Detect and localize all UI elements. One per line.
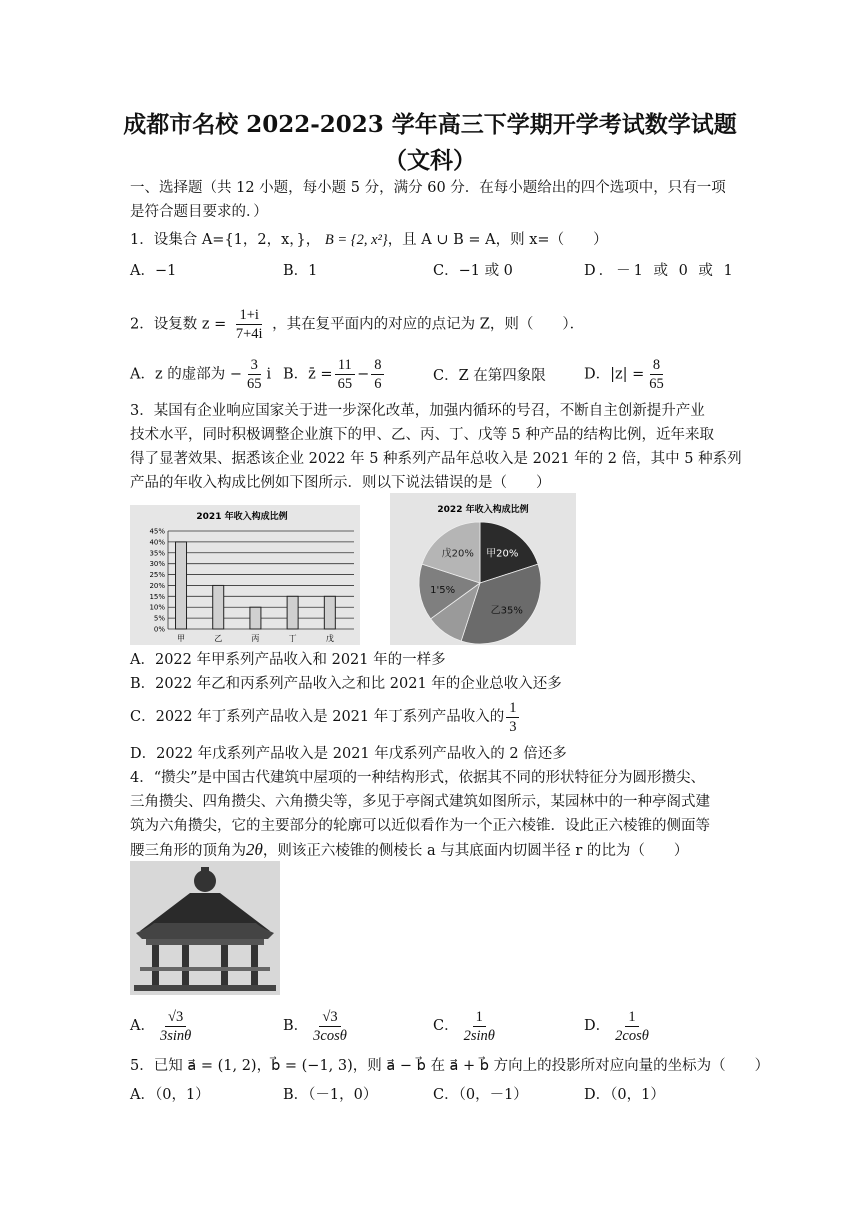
q1-option-a: A．−1 [130,263,177,279]
q1-option-d: D．－1 或 0 或 1 [584,263,736,279]
q3-option-c-frac [506,699,519,736]
q3-line-1: 3．某国有企业响应国家关于进一步深化改革，加强内循环的号召，不断自主创新提升产业 [130,403,705,419]
q3-option-c-text: C．2022 年丁系列产品收入是 2021 年丁系列产品收入的 [130,709,505,725]
q4-option-b-den: 3cosθ [313,1027,347,1044]
bar-xtick-label: 丁 [288,634,297,643]
q2-option-d-frac [646,356,667,393]
bar-戊 [324,596,335,629]
pie-label: 戊20% [441,548,474,560]
q2-num: 1+i [236,306,261,325]
q4-option-b-label: B． [283,1018,309,1034]
q4-option-d-label: D． [584,1018,611,1034]
q4-option-a [130,1000,196,1052]
q2-option-b-num1: 11 [335,356,355,375]
bar-丙 [250,607,261,629]
q2-stem [130,306,584,343]
q4-option-d-frac [612,1008,652,1045]
bar-ytick-label: 45% [149,527,165,536]
q2-option-b-num2: 8 [371,356,384,375]
q2-option-a-den: 65 [246,376,262,392]
q4-line-4-post: ，则该正六棱锥的侧棱长 a 与其底面内切圆半径 r 的比为（ ） [262,843,689,859]
q4-option-a-num: √3 [165,1008,186,1027]
q3-line-3: 得了显著效果、据悉该企业 2022 年 5 种系列产品年总收入是 2021 年的 2 倍，其中 5 种系列 [130,451,742,467]
q5-stem: 5．已知 a⃗ = (1, 2)，b⃗ = (−1, 3)，则 a⃗ − b⃗ 在 a⃗ + b⃗ 方向上的投影所对应向量的坐标为（ ） [130,1058,770,1074]
q2-option-b-frac2 [371,356,384,393]
bar-ytick-label: 20% [149,581,165,590]
bar-ytick-label: 25% [149,571,165,580]
q4-option-c-num: 1 [473,1008,486,1027]
q1-option-c: C．−1 或 0 [433,263,513,279]
q4-option-c-den: 2sinθ [463,1027,495,1044]
bar-xtick-label: 丙 [251,634,260,643]
q4-option-a-den: 3sinθ [159,1027,192,1044]
bar-xtick-label: 戊 [325,634,334,643]
q2-fraction [233,306,266,343]
q4-line-4-pre: 腰三角形的顶角为 [130,843,246,859]
q4-option-a-label: A． [130,1018,155,1034]
pie-label: 1'5% [430,584,456,596]
q5-option-b: B．（－1，0） [283,1087,378,1103]
q2-option-a-frac [244,356,265,393]
q2-option-d-den: 65 [649,376,664,392]
pavilion-image [130,861,280,995]
q4-option-d-den: 2cosθ [615,1027,649,1044]
q1-option-b: B．1 [283,263,318,279]
bar-ytick-label: 30% [149,560,165,569]
q2-option-a [130,356,271,393]
q4-option-d-num: 1 [625,1008,638,1027]
q3-option-c-num: 1 [506,699,519,718]
q4-option-a-frac [157,1008,194,1045]
q5-option-c: C．（0，－1） [433,1087,528,1103]
q4-option-c [433,1000,500,1052]
q4-option-d [584,1000,654,1052]
exam-title: 成都市名校 2022-2023 学年高三下学期开学考试数学试题 [123,111,737,138]
q4-option-b-num: √3 [319,1008,340,1027]
q2-option-b-den2: 6 [374,376,382,392]
q2-stem-b: ，其在复平面内的对应的点记为 Z，则（ ）． [272,316,585,333]
q4-option-b-frac [310,1008,350,1045]
q4-line-3: 筑为六角攒尖，它的主要部分的轮廓可以近似看作为一个正六棱锥．设此正六棱锥的侧面等 [130,818,710,834]
q3-option-c-den: 3 [509,718,517,735]
q4-line-4 [130,839,688,862]
q2-option-a-text: A．z 的虚部为 − [130,366,242,383]
exam-subtitle: （文科） [384,147,476,174]
bar-ytick-label: 40% [149,538,165,547]
q3-option-a: A．2022 年甲系列产品收入和 2021 年的一样多 [130,652,446,668]
q2-option-d [584,356,669,393]
q2-option-b-den1: 65 [337,376,353,392]
q3-line-2: 技术水平，同时积极调整企业旗下的甲、乙、丙、丁、戊等 5 种产品的结构比例，近年来取 [130,427,714,443]
q2-option-c: C．Z 在第四象限 [433,368,546,384]
q2-option-a-num: 3 [248,356,261,375]
q2-den: 7+4i [235,326,263,342]
pie-chart-2022 [390,493,576,645]
bar-甲 [176,542,187,629]
bar-ytick-label: 5% [153,614,165,623]
q2-option-b [283,356,386,393]
q3-line-4: 产品的年收入构成比例如下图所示．则以下说法错误的是（ ） [130,475,551,491]
bar-chart-2021 [130,505,360,645]
q1-stem [130,229,608,251]
bar-ytick-label: 35% [149,549,165,558]
q2-option-a-unit: i [266,366,272,383]
section-intro-line1: 一、选择题（共 12 小题，每小题 5 分，满分 60 分．在每小题给出的四个选项中，只有一项 [130,180,726,196]
q2-option-b-text: B．z̄ = [283,366,333,383]
bar-乙 [213,585,224,629]
bar-丁 [287,596,298,629]
q5-option-a: A．（0，1） [130,1087,210,1103]
q4-option-c-frac [461,1008,498,1045]
pie-chart-title: 2022 年收入构成比例 [437,505,529,515]
q2-option-d-text: D．|z| = [584,366,645,383]
q3-option-d: D．2022 年戊系列产品收入是 2021 年戊系列产品收入的 2 倍还多 [130,746,567,762]
q4-angle: 2θ [246,840,263,859]
q4-line-2: 三角攒尖、四角攒尖、六角攒尖等，多见于亭阁式建筑如图所示，某园林中的一种亭阁式建 [130,794,710,810]
pie-label: 甲20% [486,548,519,560]
bar-ytick-label: 15% [149,592,165,601]
q3-option-c [130,693,521,741]
q2-option-b-frac1 [335,356,356,393]
section-intro-line2: 是符合题目要求的．） [130,204,268,220]
bar-ytick-label: 10% [149,603,165,612]
bar-xtick-label: 乙 [214,634,223,643]
bar-chart-title: 2021 年收入构成比例 [196,512,288,522]
q1-set-b: B = {2, x²} [324,232,388,248]
q4-line-1: 4．“攒尖”是中国古代建筑中屋项的一种结构形式，依据其不同的形状特征分为圆形攒尖、 [130,770,706,786]
pie-label: 乙35% [490,605,523,617]
q4-option-c-label: C． [433,1018,459,1034]
q4-option-b [283,1000,352,1052]
bar-xtick-label: 甲 [177,634,186,643]
q2-option-b-minus: − [357,366,370,383]
q3-option-b: B．2022 年乙和丙系列产品收入之和比 2021 年的企业总收入还多 [130,676,562,692]
q2-option-d-num: 8 [650,356,663,375]
q1-stem-a: 1．设集合 A={1，2，x，}， [130,232,321,248]
q2-stem-a: 2．设复数 z = [130,316,227,333]
q5-option-d: D．（0，1） [584,1087,665,1103]
q1-stem-c: ，且 A ∪ B = A，则 x=（ ） [387,232,608,248]
bar-ytick-label: 0% [153,625,165,634]
